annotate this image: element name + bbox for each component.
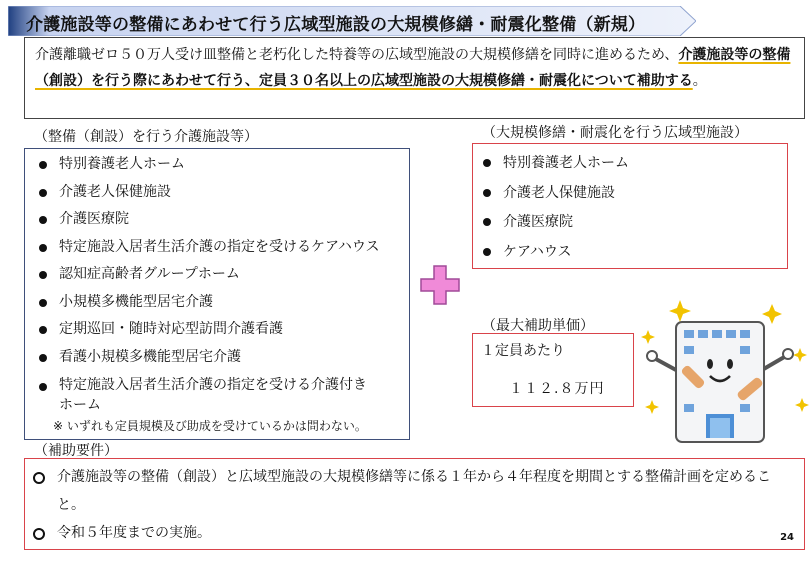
list-item: 定期巡回・随時対応型訪問介護看護 [39, 316, 399, 344]
large-scale-label: （大規模修繕・耐震化を行う広域型施設） [482, 125, 748, 141]
intro-highlight: 介護施設等の整備（創設）を行う際にあわせて行う、定員３０名以上の広域型施設の大規模修繕・耐震化について補助する [35, 47, 791, 89]
list-item: 特定施設入居者生活介護の指定を受けるケアハウス [39, 234, 399, 262]
bullet-icon [39, 216, 47, 224]
per-capacity-text: １定員あたり [481, 343, 565, 359]
subsidy-label: （最大補助単価） [482, 318, 594, 334]
circle-bullet-icon [33, 528, 45, 540]
bullet-icon [39, 299, 47, 307]
list-item: 介護老人保健施設 [483, 179, 777, 209]
intro-box [24, 37, 805, 119]
building-illustration [640, 300, 810, 450]
requirements-list [31, 463, 794, 547]
bullet-icon [39, 244, 47, 252]
list-item: ケアハウス [483, 238, 777, 268]
page-title: 介護施設等の整備にあわせて行う広域型施設の大規模修繕・耐震化整備（新規） [26, 15, 646, 35]
list-item: 特別養護老人ホーム [483, 149, 777, 179]
list-item: 介護医療院 [483, 208, 777, 238]
bullet-icon [483, 159, 491, 167]
facilities-note: ※ いずれも定員規模及び助成を受けているかは問わない。 [53, 419, 367, 433]
page-number: 24 [780, 532, 794, 543]
requirements-box [24, 458, 805, 550]
list-item: 小規模多機能型居宅介護 [39, 289, 399, 317]
list-item: 特別養護老人ホーム [39, 151, 399, 179]
list-item: 介護施設等の整備（創設）と広域型施設の大規模修繕等に係る１年から４年程度を期間とする整備計画を定めること。 [31, 463, 794, 519]
plus-icon [420, 265, 460, 305]
bullet-icon [39, 189, 47, 197]
large-scale-box [472, 143, 788, 269]
bullet-icon [39, 271, 47, 279]
bullet-icon [39, 354, 47, 362]
circle-bullet-icon [33, 472, 45, 484]
bullet-icon [39, 383, 47, 391]
list-item: 介護老人保健施設 [39, 179, 399, 207]
facilities-list [39, 151, 399, 415]
list-item: 看護小規模多機能型居宅介護 [39, 344, 399, 372]
bullet-icon [483, 218, 491, 226]
list-item: 特定施設入居者生活介護の指定を受ける介護付きホーム [39, 371, 399, 415]
list-item: 認知症高齢者グループホーム [39, 261, 399, 289]
subsidy-box [472, 333, 634, 407]
list-item: 令和５年度までの実施。 [31, 519, 794, 547]
intro-text: 介護離職ゼロ５０万人受け皿整備と老朽化した特養等の広域型施設の大規模修繕を同時に進めるため、 [35, 47, 679, 63]
facilities-label: （整備（創設）を行う介護施設等） [34, 129, 258, 145]
requirements-label: （補助要件） [34, 443, 118, 459]
large-scale-list [483, 149, 777, 267]
subsidy-amount: １１２.８万円 [509, 381, 605, 397]
bullet-icon [39, 161, 47, 169]
bullet-icon [483, 248, 491, 256]
bullet-icon [483, 189, 491, 197]
bullet-icon [39, 326, 47, 334]
list-item: 介護医療院 [39, 206, 399, 234]
intro-end: 。 [692, 73, 707, 89]
facilities-box [24, 148, 410, 440]
